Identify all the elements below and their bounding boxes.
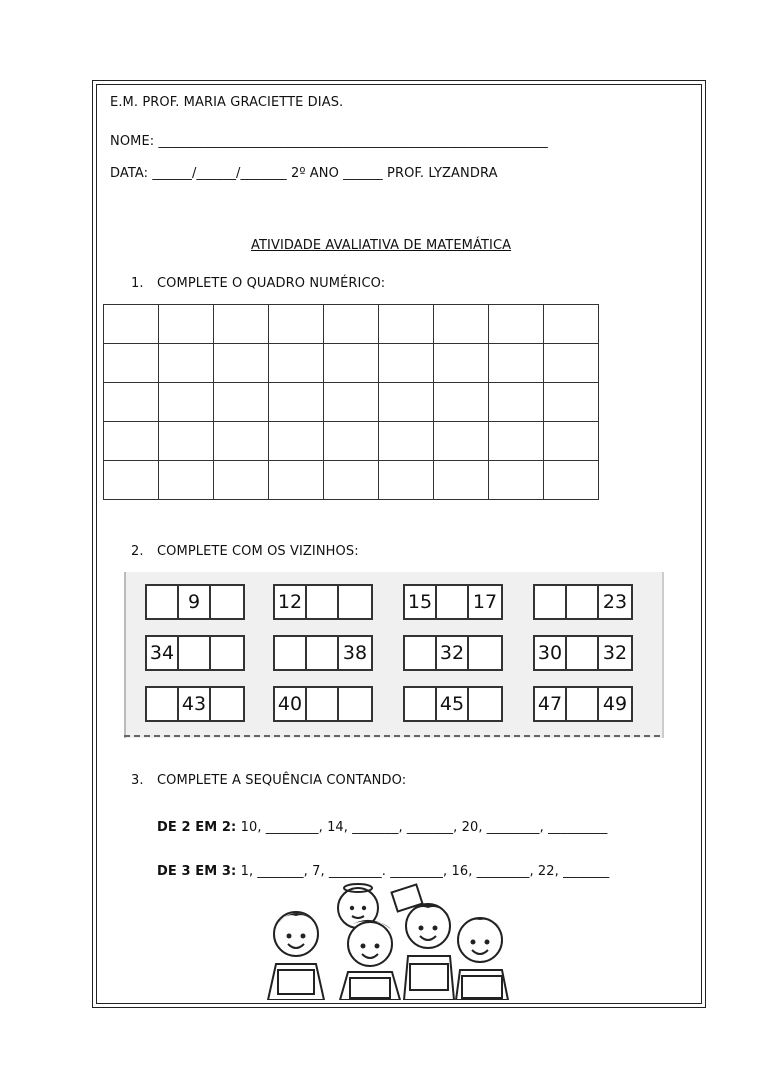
- neighbor-cell: 38: [342, 642, 368, 664]
- neighbor-group: [403, 686, 503, 722]
- grid-cell[interactable]: [324, 461, 379, 500]
- neighbor-group: [533, 635, 633, 671]
- neighbor-cell[interactable]: [179, 637, 211, 669]
- grid-cell[interactable]: [269, 344, 324, 383]
- q2-number: 2.: [131, 544, 144, 559]
- grid-cell[interactable]: [104, 422, 159, 461]
- name-field[interactable]: NOME: ___________________________________________________________: [110, 134, 548, 149]
- grid-cell[interactable]: [269, 461, 324, 500]
- sequence-by-2-label: DE 2 EM 2:: [157, 820, 237, 835]
- neighbor-group: [145, 584, 245, 620]
- grid-cell[interactable]: [544, 344, 599, 383]
- number-grid[interactable]: [103, 304, 599, 500]
- neighbor-cell: 45: [437, 688, 469, 720]
- grid-cell[interactable]: [324, 422, 379, 461]
- grid-cell[interactable]: [104, 344, 159, 383]
- grid-cell[interactable]: [489, 344, 544, 383]
- neighbor-cell[interactable]: [567, 637, 599, 669]
- grid-cell[interactable]: [489, 461, 544, 500]
- grid-cell[interactable]: [379, 461, 434, 500]
- q1-number: 1.: [131, 276, 144, 291]
- neighbor-cell: 43: [179, 688, 211, 720]
- neighbor-cell[interactable]: [211, 688, 243, 720]
- grid-cell[interactable]: [434, 305, 489, 344]
- neighbor-cell[interactable]: [211, 586, 243, 618]
- neighbor-cell[interactable]: [307, 688, 339, 720]
- neighbor-cell: 34: [147, 637, 179, 669]
- neighbor-cell: 32: [602, 642, 628, 664]
- grid-cell[interactable]: [324, 305, 379, 344]
- neighbor-group: [273, 635, 373, 671]
- q1-instruction: COMPLETE O QUADRO NUMÉRICO:: [157, 276, 386, 291]
- grid-row: [104, 461, 599, 500]
- neighbor-cell: 23: [602, 591, 628, 613]
- neighbor-cell[interactable]: [275, 637, 307, 669]
- neighbor-group: [403, 635, 503, 671]
- neighbor-cell[interactable]: [339, 586, 371, 618]
- grid-cell[interactable]: [104, 461, 159, 500]
- grid-cell[interactable]: [159, 305, 214, 344]
- q2-instruction: COMPLETE COM OS VIZINHOS:: [157, 544, 359, 559]
- grid-cell[interactable]: [489, 305, 544, 344]
- grid-cell[interactable]: [214, 344, 269, 383]
- grid-cell[interactable]: [544, 383, 599, 422]
- grid-cell[interactable]: [159, 383, 214, 422]
- neighbor-cell: 12: [275, 586, 307, 618]
- neighbor-cell[interactable]: [339, 688, 371, 720]
- neighbor-cell[interactable]: [211, 637, 243, 669]
- neighbor-group: [145, 686, 245, 722]
- neighbor-cell[interactable]: [147, 586, 179, 618]
- grid-cell[interactable]: [214, 422, 269, 461]
- grid-cell[interactable]: [379, 383, 434, 422]
- neighbor-cell[interactable]: [469, 688, 501, 720]
- neighbor-group: [273, 686, 373, 722]
- neighbor-group: [273, 584, 373, 620]
- neighbors-panel-dashed-edge: [124, 735, 660, 741]
- neighbor-cell: 32: [437, 637, 469, 669]
- grid-cell[interactable]: [269, 305, 324, 344]
- grid-cell[interactable]: [269, 422, 324, 461]
- grid-cell[interactable]: [434, 461, 489, 500]
- grid-cell[interactable]: [489, 383, 544, 422]
- neighbor-cell[interactable]: [307, 637, 339, 669]
- neighbor-group: [403, 584, 503, 620]
- neighbor-cell: 49: [602, 693, 628, 715]
- grid-cell[interactable]: [104, 383, 159, 422]
- grid-cell[interactable]: [214, 383, 269, 422]
- sequence-by-2[interactable]: [157, 820, 607, 835]
- grid-cell[interactable]: [324, 383, 379, 422]
- neighbor-cell[interactable]: [567, 688, 599, 720]
- grid-cell[interactable]: [324, 344, 379, 383]
- grid-cell[interactable]: [434, 344, 489, 383]
- sequence-by-3[interactable]: [157, 864, 609, 879]
- neighbor-cell[interactable]: [405, 688, 437, 720]
- page-title: ATIVIDADE AVALIATIVA DE MATEMÁTICA: [251, 238, 512, 253]
- neighbor-cell[interactable]: [469, 637, 501, 669]
- neighbor-cell[interactable]: [437, 586, 469, 618]
- sequence-by-2-values: 10, ________, 14, _______, _______, 20, ________, _________: [240, 820, 608, 835]
- grid-cell[interactable]: [544, 461, 599, 500]
- grid-cell[interactable]: [434, 383, 489, 422]
- neighbor-cell: 17: [472, 591, 498, 613]
- neighbor-cell[interactable]: [405, 637, 437, 669]
- grid-cell[interactable]: [104, 305, 159, 344]
- q3-instruction: COMPLETE A SEQUÊNCIA CONTANDO:: [157, 773, 407, 788]
- sequence-by-3-label: DE 3 EM 3:: [157, 864, 237, 879]
- neighbor-cell: 9: [179, 586, 211, 618]
- grid-cell[interactable]: [544, 422, 599, 461]
- grid-row: [104, 422, 599, 461]
- grid-cell[interactable]: [489, 422, 544, 461]
- neighbor-cell[interactable]: [567, 586, 599, 618]
- neighbor-cell[interactable]: [147, 688, 179, 720]
- grid-cell[interactable]: [159, 344, 214, 383]
- sequence-by-3-values: 1, _______, 7, ________. ________, 16, ________, 22, _______: [240, 864, 610, 879]
- grid-cell[interactable]: [159, 422, 214, 461]
- grid-cell[interactable]: [269, 383, 324, 422]
- grid-row: [104, 344, 599, 383]
- school-name: E.M. PROF. MARIA GRACIETTE DIAS.: [110, 95, 344, 110]
- neighbor-group: [533, 584, 633, 620]
- neighbor-cell: 47: [535, 688, 567, 720]
- neighbor-cell[interactable]: [307, 586, 339, 618]
- children-reading-illustration: [258, 882, 518, 1000]
- grid-cell[interactable]: [214, 305, 269, 344]
- grid-cell[interactable]: [214, 461, 269, 500]
- neighbor-cell[interactable]: [535, 586, 567, 618]
- date-field[interactable]: DATA: ______/______/_______ 2º ANO ______ PROF. LYZANDRA: [110, 166, 498, 181]
- grid-cell[interactable]: [379, 344, 434, 383]
- grid-cell[interactable]: [379, 305, 434, 344]
- grid-cell[interactable]: [159, 461, 214, 500]
- neighbor-group: [145, 635, 245, 671]
- grid-cell[interactable]: [379, 422, 434, 461]
- neighbor-cell: 30: [535, 637, 567, 669]
- grid-row: [104, 383, 599, 422]
- neighbor-cell: 15: [405, 586, 437, 618]
- q3-number: 3.: [131, 773, 144, 788]
- grid-cell[interactable]: [544, 305, 599, 344]
- neighbor-group: [533, 686, 633, 722]
- neighbor-cell: 40: [275, 688, 307, 720]
- grid-cell[interactable]: [434, 422, 489, 461]
- grid-row: [104, 305, 599, 344]
